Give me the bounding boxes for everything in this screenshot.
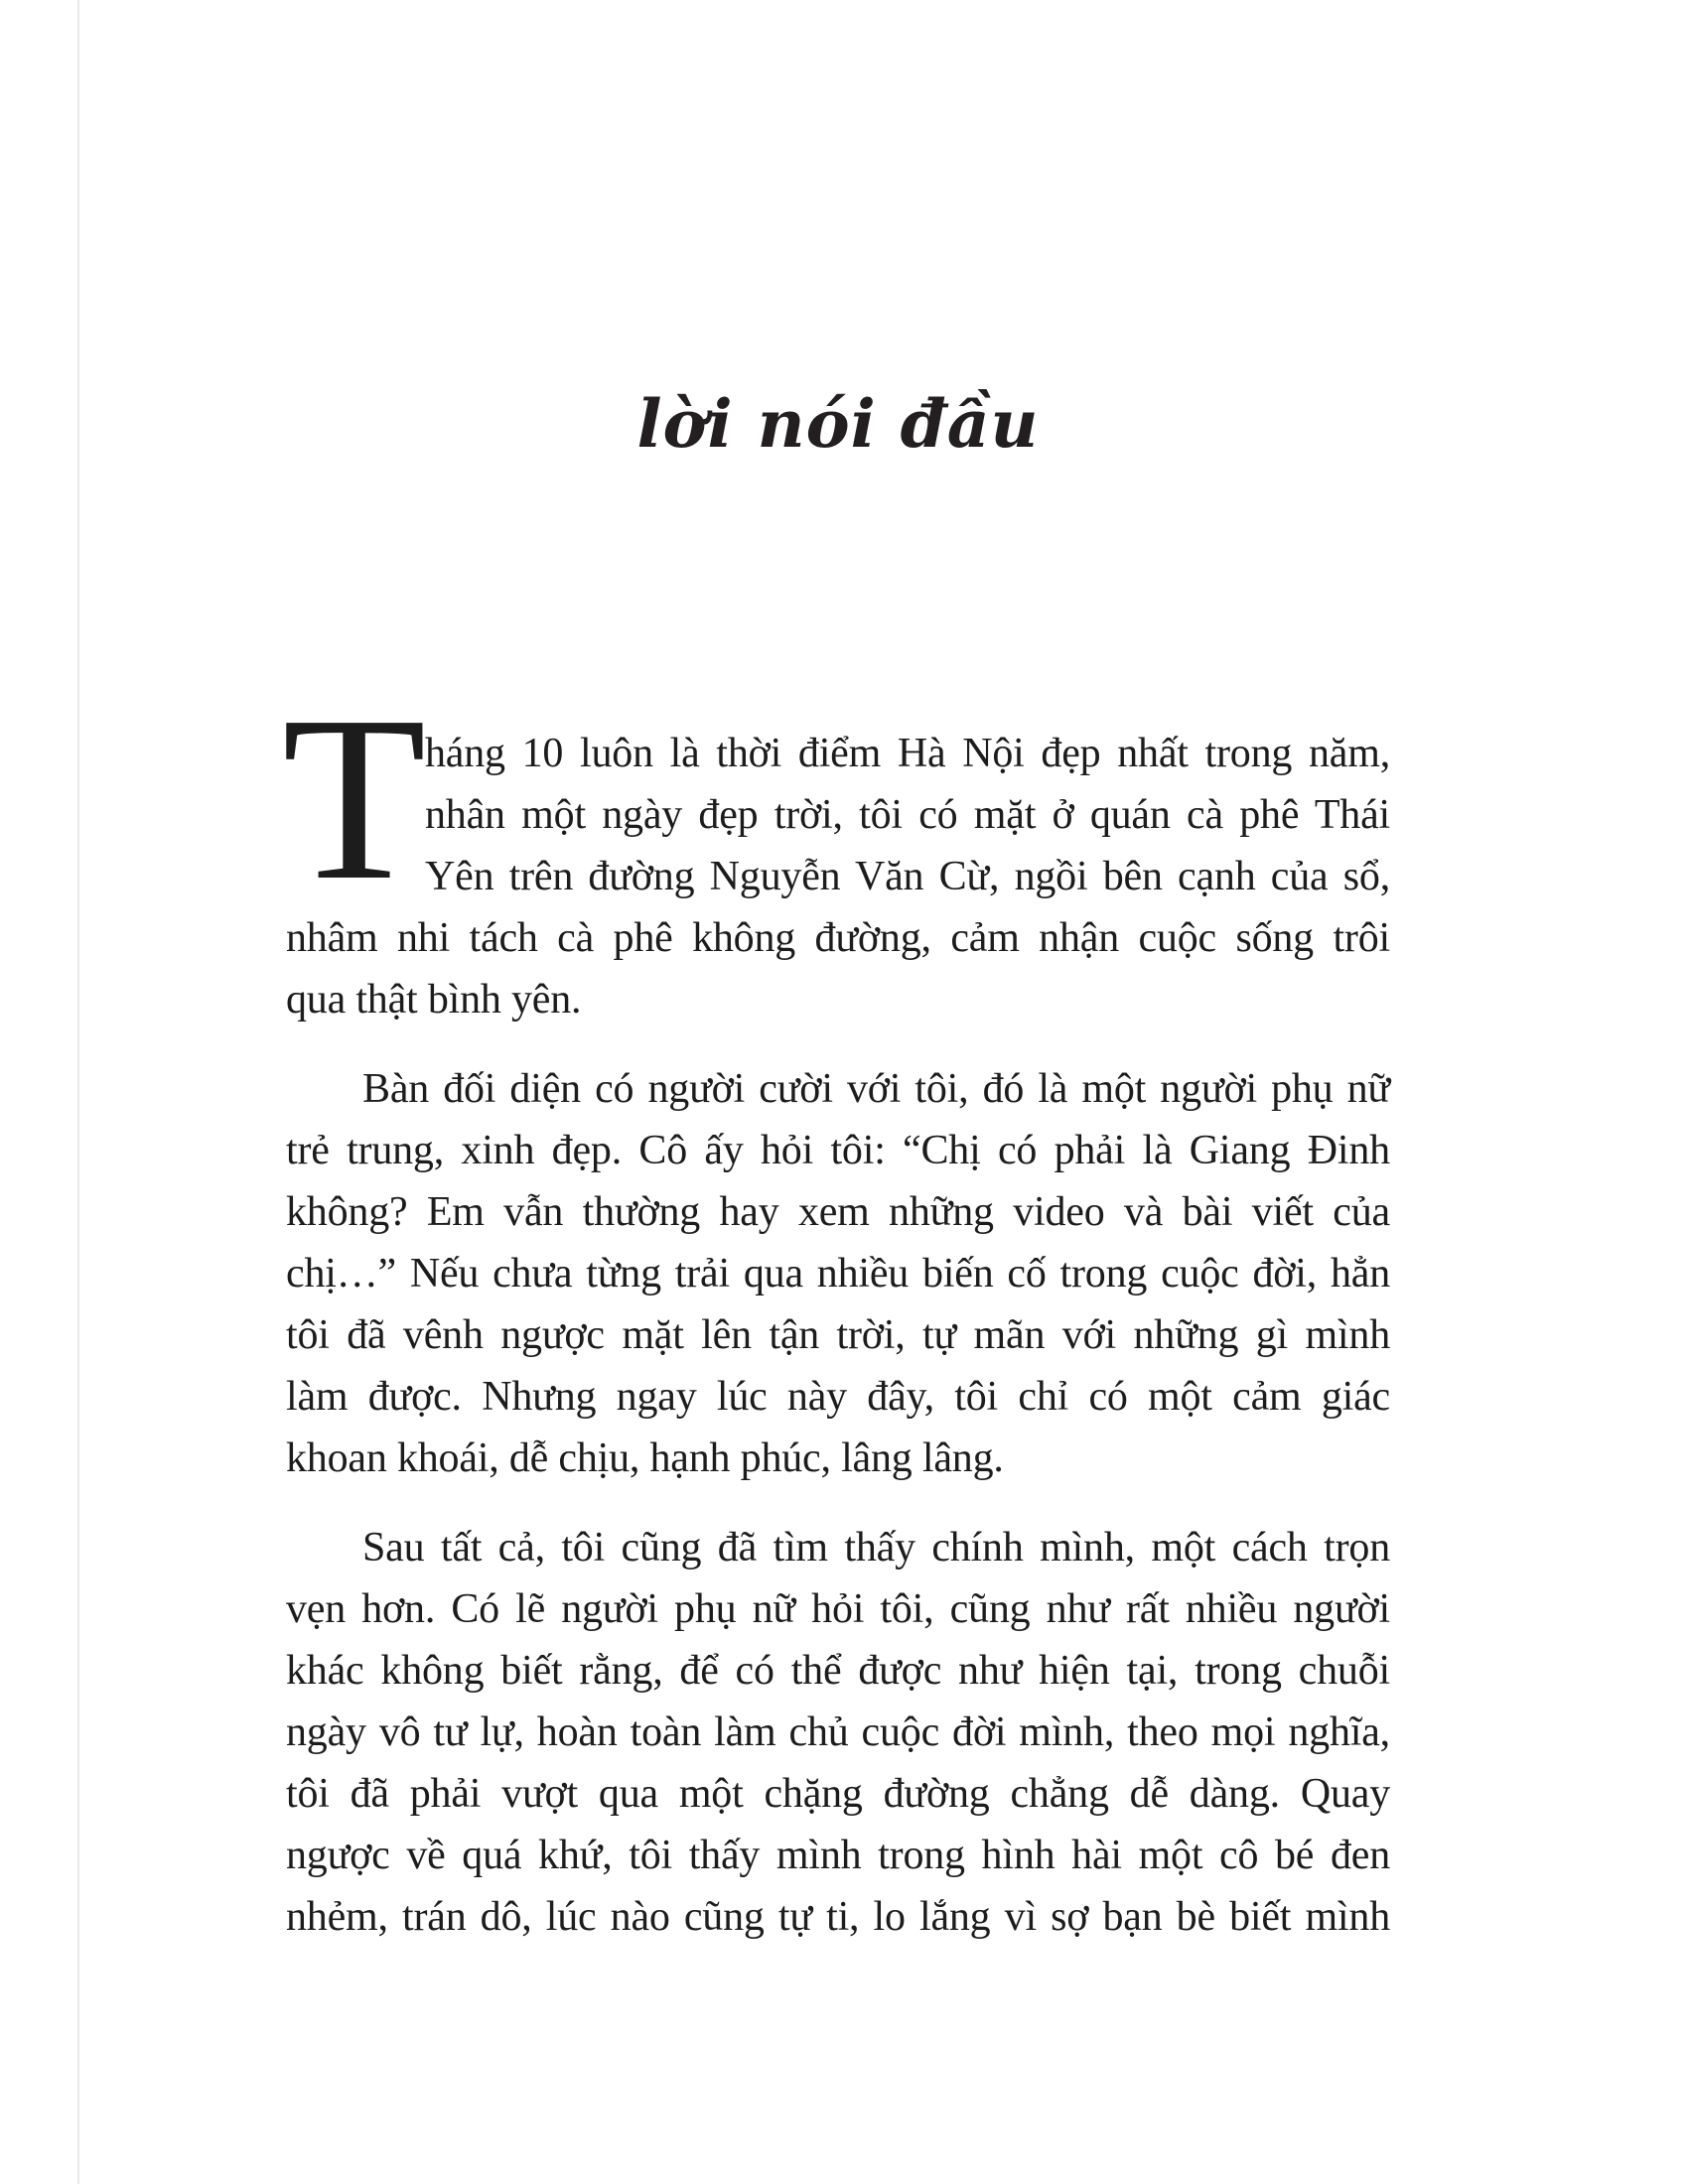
body-line: tôi đã phải vượt qua một chặng đường chẳng dễ dàng. Quay bbox=[286, 1771, 1390, 1817]
body-line: chị…” Nếu chưa từng trải qua nhiều biến cố trong cuộc đời, hẳn bbox=[286, 1251, 1390, 1297]
body-line: nhẻm, trán dô, lúc nào cũng tự ti, lo lắng vì sợ bạn bè biết mình bbox=[286, 1894, 1390, 1940]
page-spine-line bbox=[77, 0, 79, 2184]
body-line: tôi đã vênh ngược mặt lên tận trời, tự mãn với những gì mình bbox=[286, 1312, 1390, 1358]
body-line: ngược về quá khứ, tôi thấy mình trong hình hài một cô bé đen bbox=[286, 1833, 1390, 1878]
paragraph bbox=[286, 1058, 1390, 1489]
body-line: qua thật bình yên. bbox=[286, 977, 582, 1023]
drop-cap-letter: T bbox=[282, 668, 427, 929]
body-line: Bàn đối diện có người cười với tôi, đó là một người phụ nữ bbox=[362, 1066, 1390, 1112]
body-line: vẹn hơn. Có lẽ người phụ nữ hỏi tôi, cũng như rất nhiều người bbox=[286, 1586, 1390, 1632]
body-line: Sau tất cả, tôi cũng đã tìm thấy chính mình, một cách trọn bbox=[362, 1525, 1390, 1570]
body-line: làm được. Nhưng ngay lúc này đây, tôi chỉ có một cảm giác bbox=[286, 1374, 1390, 1420]
body-line: Yên trên đường Nguyễn Văn Cừ, ngồi bên cạnh của sổ, bbox=[425, 854, 1390, 899]
body-line: nhâm nhi tách cà phê không đường, cảm nhận cuộc sống trôi bbox=[286, 915, 1390, 961]
paragraph bbox=[286, 1517, 1390, 1948]
paragraph bbox=[282, 668, 1390, 1030]
body-line: ngày vô tư lự, hoàn toàn làm chủ cuộc đời mình, theo mọi nghĩa, bbox=[286, 1709, 1390, 1755]
body-line: khác không biết rằng, để có thể được như hiện tại, trong chuỗi bbox=[286, 1648, 1390, 1694]
body-line: nhân một ngày đẹp trời, tôi có mặt ở quán cà phê Thái bbox=[425, 792, 1390, 838]
body-line: háng 10 luôn là thời điểm Hà Nội đẹp nhất trong năm, bbox=[425, 731, 1390, 776]
body-line: khoan khoái, dễ chịu, hạnh phúc, lâng lâng. bbox=[286, 1435, 1004, 1481]
body-line: không? Em vẫn thường hay xem những video và bài viết của bbox=[286, 1189, 1390, 1235]
chapter-title: lời nói đầu bbox=[636, 385, 1040, 463]
body bbox=[282, 668, 1390, 1948]
body-line: trẻ trung, xinh đẹp. Cô ấy hỏi tôi: “Chị có phải là Giang Đinh bbox=[286, 1128, 1390, 1173]
